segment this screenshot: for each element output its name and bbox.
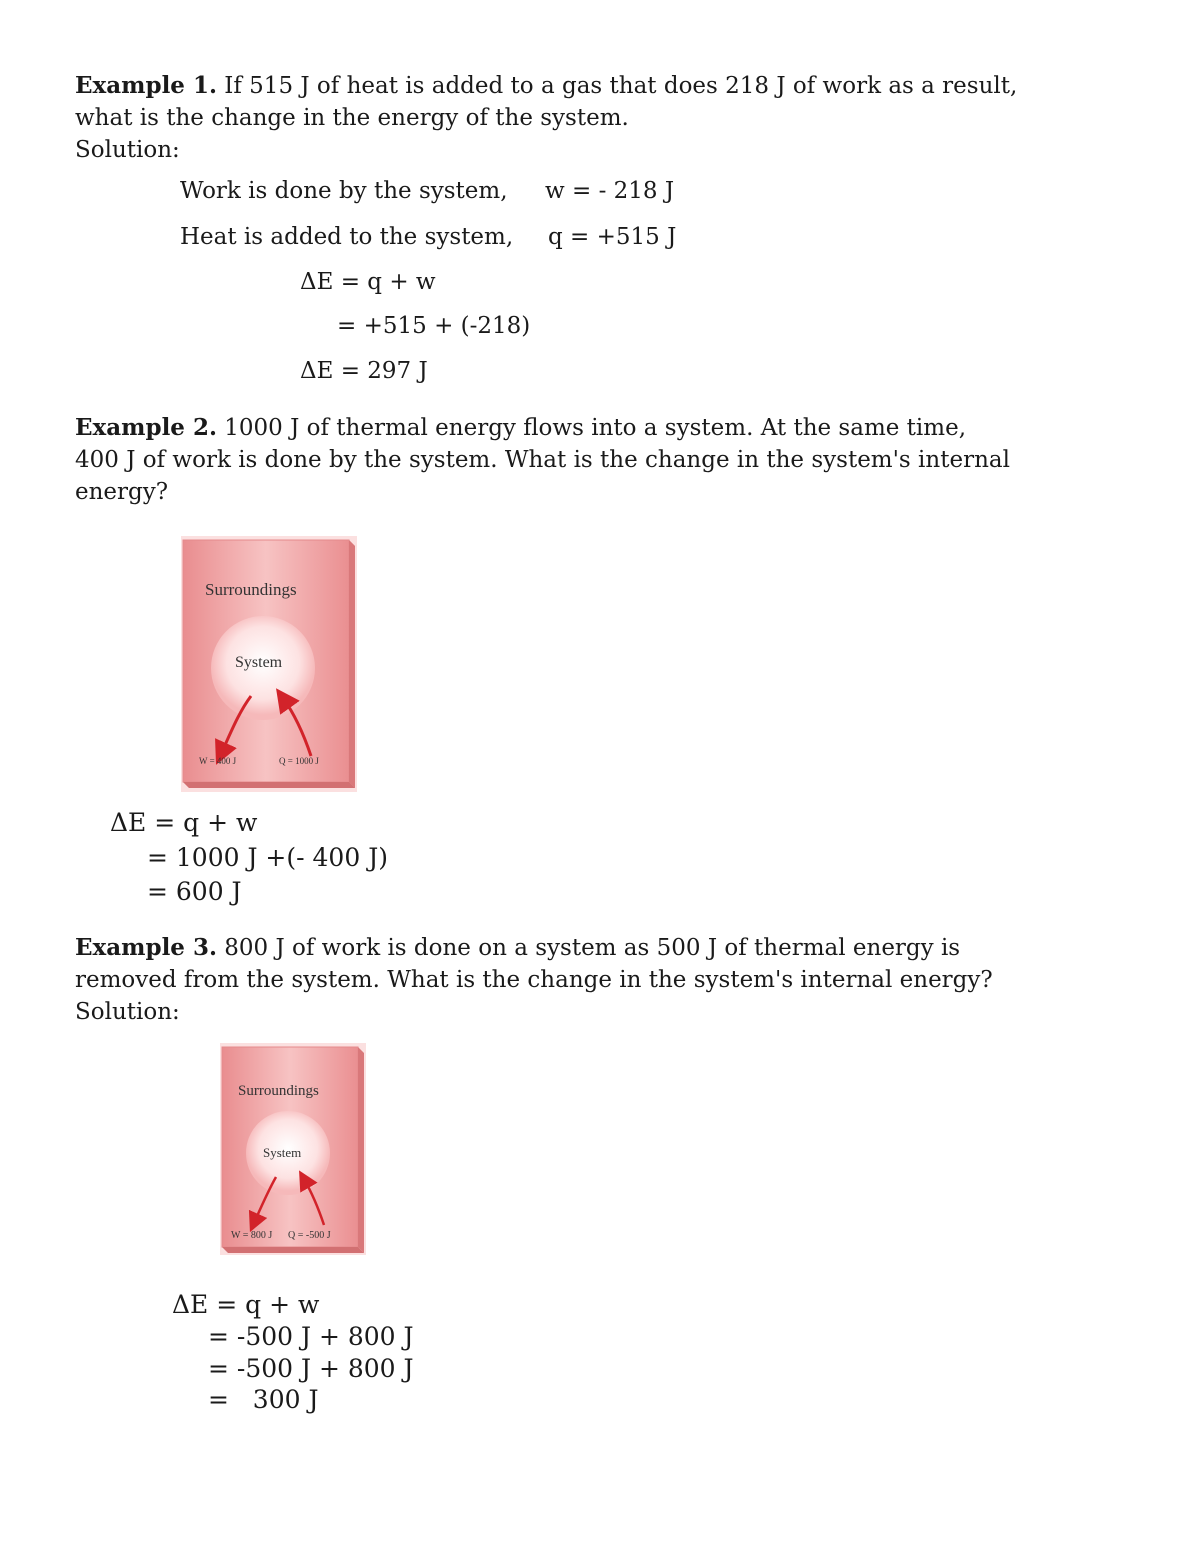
example3-eq4: = 300 J: [208, 1385, 319, 1414]
w-label: W = 800 J: [231, 1230, 273, 1241]
example3-diagram: [220, 1043, 366, 1255]
example1-eq1: ΔE = q + w: [300, 269, 436, 295]
example1-eq3: ΔE = 297 J: [300, 358, 428, 384]
example2-problem-line2: 400 J of work is done by the system. What is the change in the system's internal: [75, 447, 1010, 473]
example1-work-value: w = - 218 J: [545, 178, 675, 204]
example1-title: Example 1.: [75, 72, 217, 99]
example1-solution-label: Solution:: [75, 137, 180, 163]
example1-problem-text: If 515 J of heat is added to a gas that does 218 J of work as a result,: [216, 73, 1018, 99]
example2-title: Example 2.: [75, 414, 217, 441]
example1-problem-line1: [75, 70, 1017, 102]
example1-problem-line2: what is the change in the energy of the system.: [75, 105, 629, 131]
example2-problem-line1: [75, 412, 966, 444]
surroundings-label: Surroundings: [205, 580, 297, 599]
example1-eq2: = +515 + (-218): [337, 313, 531, 339]
example3-problem-line1: [75, 932, 960, 964]
example1-heat-value: q = +515 J: [548, 224, 677, 250]
example3-solution-label: Solution:: [75, 999, 180, 1025]
example2-eq1: ΔE = q + w: [110, 808, 258, 837]
example3-title: Example 3.: [75, 934, 217, 961]
system-label: System: [263, 1145, 302, 1160]
example2-eq3: = 600 J: [147, 877, 242, 906]
example3-eq1: ΔE = q + w: [172, 1290, 320, 1319]
example3-eq2: = -500 J + 800 J: [208, 1322, 414, 1351]
system-label: System: [235, 654, 283, 671]
example3-eq3: = -500 J + 800 J: [208, 1354, 414, 1383]
example3-problem-line2: removed from the system. What is the change in the system's internal energy?: [75, 967, 993, 993]
example2-diagram: [181, 536, 357, 792]
example3-problem-text: 800 J of work is done on a system as 500 J of thermal energy is: [216, 935, 961, 961]
example1-work-text: Work is done by the system,: [180, 178, 508, 204]
example2-problem-line3: energy?: [75, 479, 169, 505]
example1-heat-text: Heat is added to the system,: [180, 224, 514, 250]
example2-eq2: = 1000 J +(- 400 J): [147, 843, 388, 872]
surroundings-label: Surroundings: [238, 1083, 319, 1099]
q-label: Q = -500 J: [288, 1230, 331, 1241]
w-label: W = 400 J: [199, 756, 237, 766]
q-label: Q = 1000 J: [279, 756, 319, 766]
example2-problem-text: 1000 J of thermal energy flows into a system. At the same time,: [216, 415, 967, 441]
